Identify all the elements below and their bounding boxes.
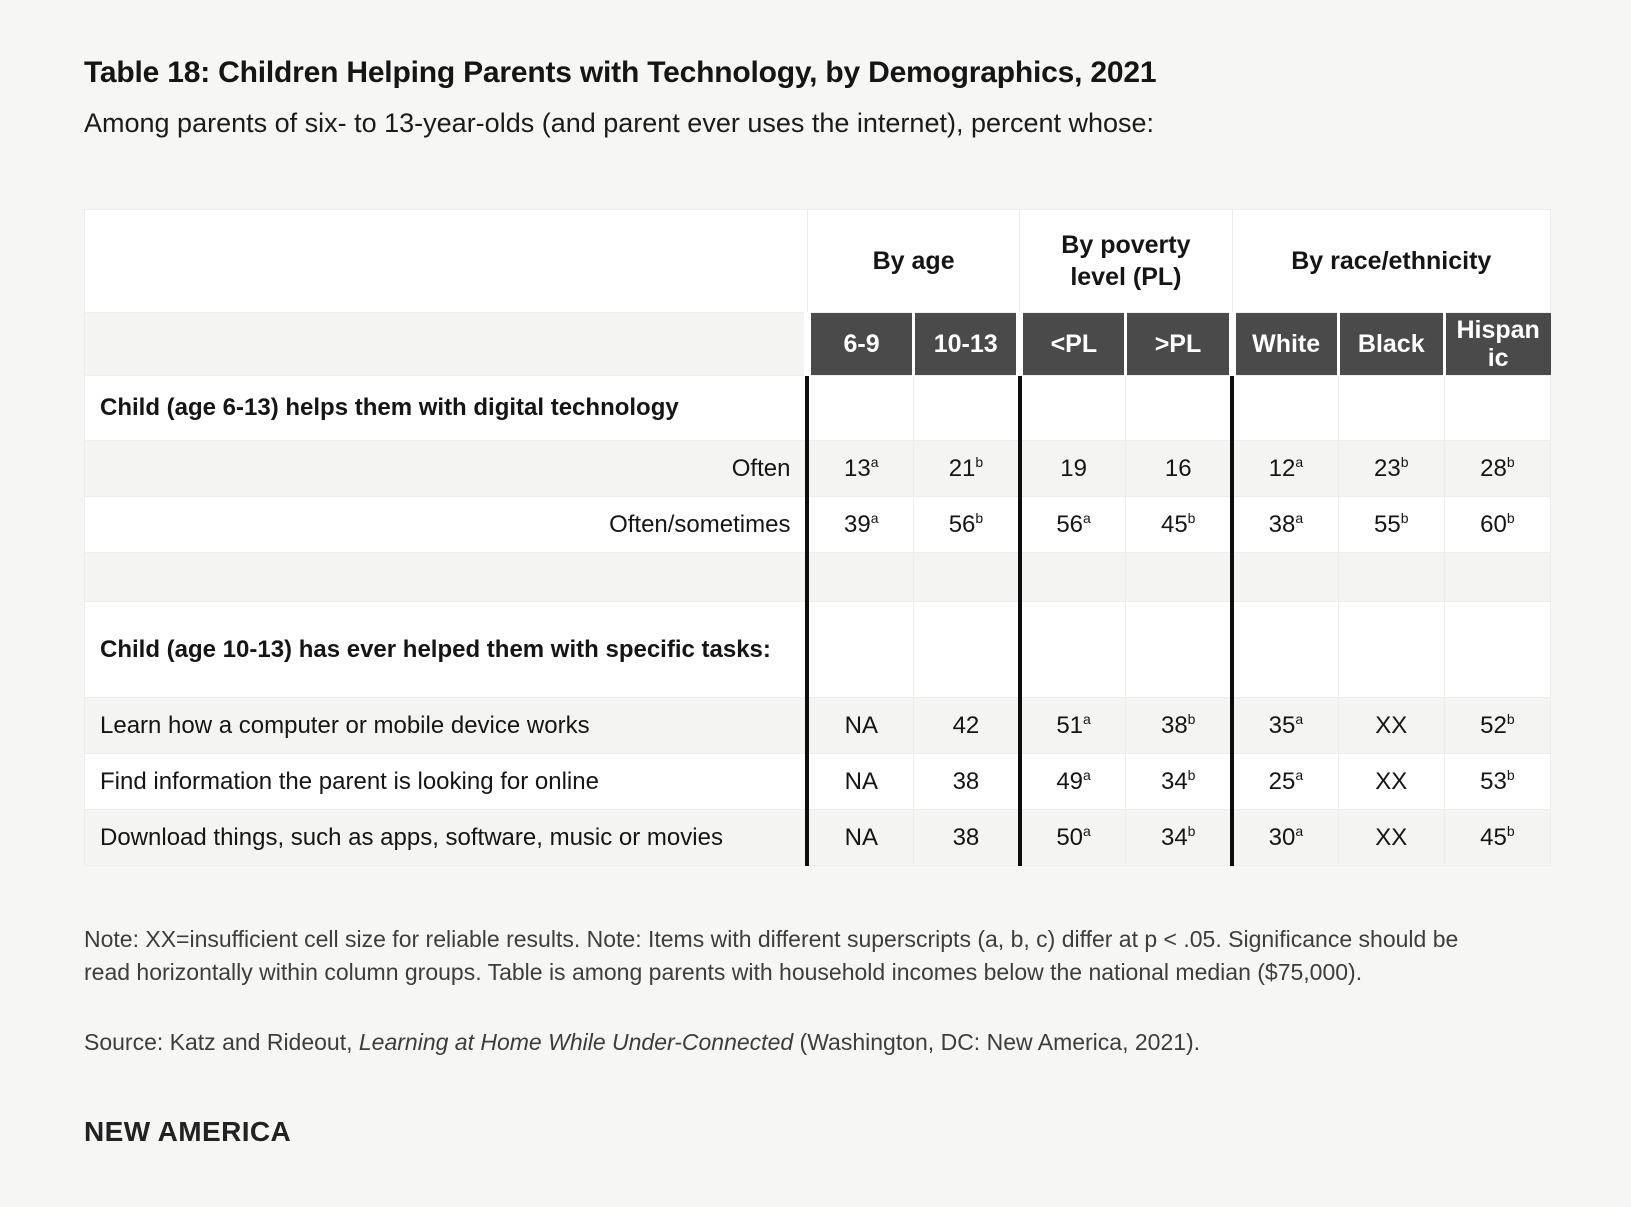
significance-superscript: a (1083, 822, 1091, 839)
table-row (85, 754, 1551, 810)
significance-superscript: b (1187, 822, 1196, 839)
table-cell (807, 602, 913, 698)
significance-superscript: b (1187, 509, 1196, 526)
table-cell (1126, 553, 1232, 602)
column-header-black: Black (1338, 313, 1444, 376)
table-cell (1338, 602, 1444, 698)
table-cell: 55$^b$ (1338, 497, 1444, 553)
column-header-10-13: 10-13 (914, 313, 1020, 376)
table-cell (914, 602, 1020, 698)
significance-superscript: b (975, 509, 984, 526)
significance-superscript: b (1506, 766, 1515, 783)
source-title: Learning at Home While Under-Connected (358, 1029, 794, 1055)
table-cell: 39$^a$ (807, 497, 913, 553)
table-cell (1232, 602, 1338, 698)
table-row (85, 602, 1551, 698)
table-cell (1126, 376, 1232, 441)
column-header-above-pl: >PL (1126, 313, 1232, 376)
table-cell: 16 (1126, 441, 1232, 497)
row-label: Child (age 10-13) has ever helped them with specific tasks: (85, 602, 808, 698)
source-suffix: (Washington, DC: New America, 2021). (793, 1029, 1201, 1055)
demographics-table (84, 209, 1551, 866)
table-cell: 45$^b$ (1444, 810, 1550, 866)
table-cell: NA (807, 698, 913, 754)
table-row (85, 376, 1551, 441)
table-cell: XX (1338, 810, 1444, 866)
row-label: Child (age 6-13) helps them with digital technology (85, 376, 808, 441)
table-cell: 51$^a$ (1020, 698, 1126, 754)
row-label: Often/sometimes (85, 497, 808, 553)
column-header-row (85, 313, 1551, 376)
table-cell (914, 553, 1020, 602)
significance-superscript: b (975, 453, 984, 470)
row-label: Find information the parent is looking for online (85, 754, 808, 810)
table-cell: 34$^b$ (1126, 810, 1232, 866)
table-cell: 38 (914, 754, 1020, 810)
table-cell (1444, 553, 1550, 602)
table-cell (914, 376, 1020, 441)
significance-superscript: a (1295, 822, 1304, 839)
table-cell: 35$^a$ (1232, 698, 1338, 754)
table-cell: 23$^b$ (1338, 441, 1444, 497)
table-cell (1232, 376, 1338, 441)
significance-superscript: b (1400, 453, 1409, 470)
table-cell: 56$^b$ (914, 497, 1020, 553)
column-header-6-9: 6-9 (807, 313, 913, 376)
page-subtitle: Among parents of six- to 13-year-olds (and parent ever uses the internet), percent whose: (84, 108, 1155, 138)
table-cell: XX (1338, 698, 1444, 754)
column-header-hispanic: Hispanic (1444, 313, 1550, 376)
group-header-by-age: By age (807, 210, 1019, 313)
significance-superscript: b (1506, 453, 1515, 470)
significance-superscript: a (1295, 453, 1304, 470)
significance-superscript: a (1083, 710, 1091, 727)
table-cell: NA (807, 810, 913, 866)
table-cell: 53$^b$ (1444, 754, 1550, 810)
table-cell: NA (807, 754, 913, 810)
table-row (85, 497, 1551, 553)
significance-superscript: a (1083, 766, 1091, 783)
table-cell: 42 (914, 698, 1020, 754)
table-cell (1444, 602, 1550, 698)
label-column-header (85, 313, 808, 376)
significance-superscript: b (1506, 509, 1515, 526)
table-cell: 60$^b$ (1444, 497, 1550, 553)
row-label (85, 553, 808, 602)
table-cell: 49$^a$ (1020, 754, 1126, 810)
significance-superscript: b (1187, 710, 1196, 727)
table-cell: XX (1338, 754, 1444, 810)
table-row (85, 698, 1551, 754)
row-label: Often (85, 441, 808, 497)
new-america-logo: NEW AMERICA (84, 1116, 292, 1147)
table-cell (1232, 553, 1338, 602)
source-prefix: Source: Katz and Rideout, (84, 1029, 359, 1055)
table-cell: 21$^b$ (914, 441, 1020, 497)
significance-superscript: a (1083, 509, 1091, 526)
table-cell: 28$^b$ (1444, 441, 1550, 497)
table-cell: 34$^b$ (1126, 754, 1232, 810)
note-text: Note: XX=insufficient cell size for reliable results. Note: Items with different superscripts (a, b, c) differ at p < .05. Significance should be read horizontally within column groups. Table is among parents with household incomes below the national median ($75,000). (84, 926, 1459, 985)
table-header (85, 210, 1551, 376)
table-cell (1020, 376, 1126, 441)
table-cell: 30$^a$ (1232, 810, 1338, 866)
table-cell: 13$^a$ (807, 441, 913, 497)
group-header-by-poverty: By poverty level (PL) (1020, 210, 1232, 313)
significance-superscript: b (1400, 509, 1409, 526)
column-header-below-pl: <PL (1020, 313, 1126, 376)
table-cell (807, 376, 913, 441)
significance-superscript: a (1295, 766, 1304, 783)
column-header-white: White (1232, 313, 1338, 376)
significance-superscript: b (1506, 710, 1515, 727)
significance-superscript: a (1295, 509, 1304, 526)
significance-superscript: a (870, 509, 879, 526)
row-label: Learn how a computer or mobile device works (85, 698, 808, 754)
table-cell (1020, 602, 1126, 698)
significance-superscript: b (1187, 766, 1196, 783)
source-text (84, 1026, 1551, 1059)
table-cell (1444, 376, 1550, 441)
table-cell: 45$^b$ (1126, 497, 1232, 553)
table-body (85, 376, 1551, 866)
table-cell (1126, 602, 1232, 698)
table-cell: 38 (914, 810, 1020, 866)
significance-superscript: b (1506, 822, 1515, 839)
group-header-by-race: By race/ethnicity (1232, 210, 1550, 313)
table-cell (807, 553, 913, 602)
table-cell: 38$^b$ (1126, 698, 1232, 754)
table-cell: 25$^a$ (1232, 754, 1338, 810)
table-row (85, 441, 1551, 497)
row-label: Download things, such as apps, software, music or movies (85, 810, 808, 866)
table-cell (1338, 553, 1444, 602)
table-cell: 12$^a$ (1232, 441, 1338, 497)
table-cell: 38$^a$ (1232, 497, 1338, 553)
table-row (85, 810, 1551, 866)
table-cell: 52$^b$ (1444, 698, 1550, 754)
significance-superscript: a (1295, 710, 1304, 727)
significance-superscript: a (870, 453, 879, 470)
table-cell: 50$^a$ (1020, 810, 1126, 866)
page-title: Table 18: Children Helping Parents with Technology, by Demographics, 2021 (84, 56, 1157, 89)
table-cell (1020, 553, 1126, 602)
table-cell: 19 (1020, 441, 1126, 497)
table-row (85, 553, 1551, 602)
group-header-row (85, 210, 1551, 313)
corner-cell (85, 210, 808, 313)
table-cell: 56$^a$ (1020, 497, 1126, 553)
table-cell (1338, 376, 1444, 441)
